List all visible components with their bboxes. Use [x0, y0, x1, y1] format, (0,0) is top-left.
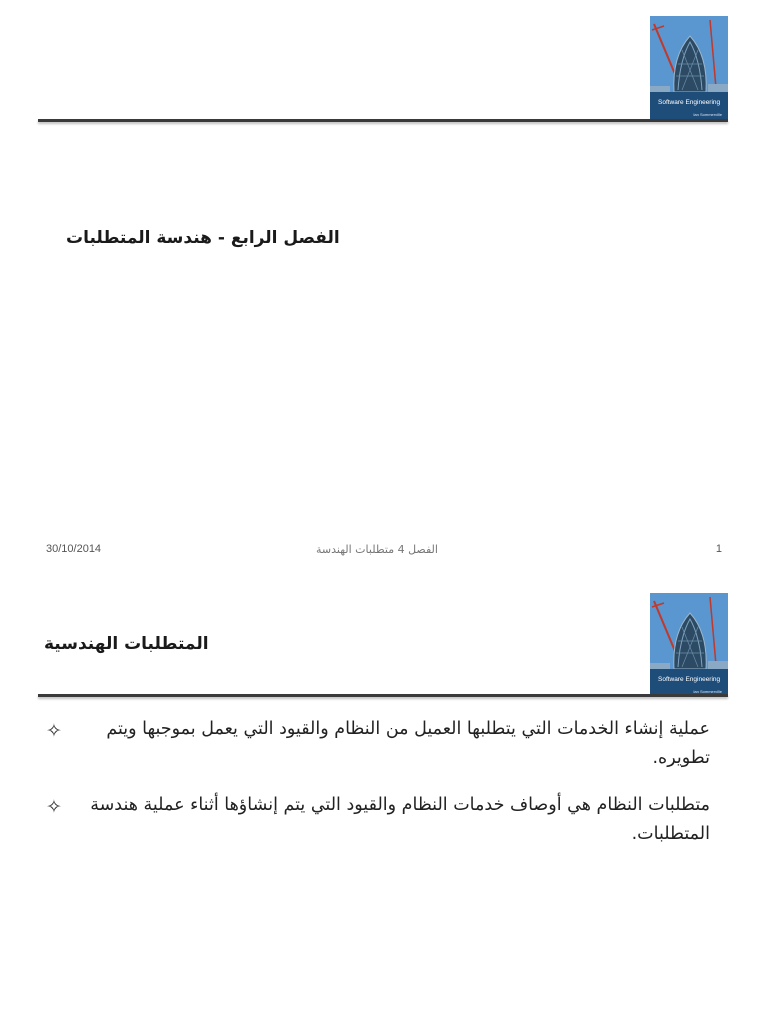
star-bullet-icon: ✧ [46, 720, 62, 742]
footer-text: الفصل 4 متطلبات الهندسة [316, 543, 438, 556]
cover-author: Ian Sommerville [693, 112, 722, 117]
cover-author: Ian Sommerville [693, 689, 722, 694]
header-divider [38, 694, 728, 697]
bullet-list [46, 715, 710, 867]
book-cover-image [650, 16, 728, 120]
bullet-item [46, 791, 710, 849]
header-divider [38, 119, 728, 122]
book-cover-image [650, 593, 728, 697]
bullet-text: عملية إنشاء الخدمات التي يتطلبها العميل من النظام والقيود التي يعمل بموجبها ويتم تطويره. [106, 719, 710, 768]
page-number: 1 [715, 543, 722, 555]
footer-date: 30/10/2014 [46, 543, 102, 555]
bullet-text: متطلبات النظام هي أوصاف خدمات النظام والقيود التي يتم إنشاؤها أثناء عملية هندسة المتطلبات. [90, 795, 710, 844]
cover-title: Software Engineering [658, 676, 721, 683]
cover-title: Software Engineering [658, 99, 721, 106]
star-bullet-icon: ✧ [46, 796, 62, 818]
slide-2 [0, 577, 768, 1024]
chapter-title: الفصل الرابع - هندسة المتطلبات [66, 228, 340, 248]
bullet-item [46, 715, 710, 773]
slide-title: المتطلبات الهندسية [44, 634, 209, 654]
